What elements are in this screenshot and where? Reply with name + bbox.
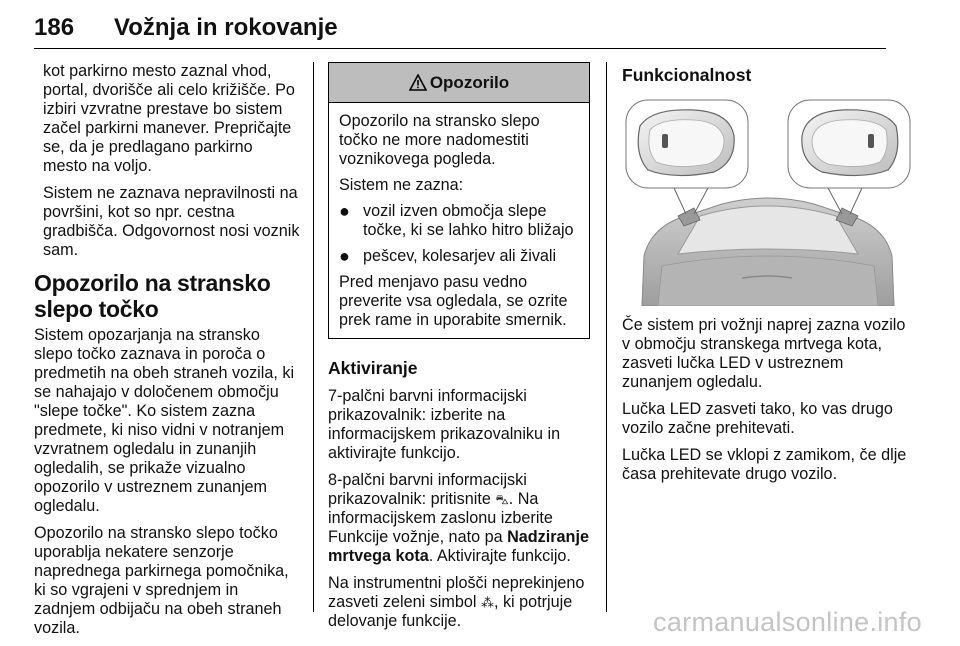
column-2	[328, 62, 590, 639]
section-heading: Aktiviranje	[328, 358, 418, 378]
paragraph: 8-palčni barvni informacijski prikazovalnik: pritisnite ⛍. Na informacijskem zaslonu izberite Funkcije vožnje, nato pa Nadziranje mrtvega kota. Aktivirajte funkcijo.	[328, 471, 589, 565]
list-item: ● vozil izven območja slepe točke, ki se lahko hitro bližajo	[339, 201, 574, 239]
car-settings-icon: ⛍	[495, 492, 509, 507]
paragraph: Sistem ne zazna:	[339, 176, 464, 194]
watermark: carmanualsonline.info	[653, 607, 922, 637]
page-number: 186	[34, 14, 75, 41]
section-heading: Funkcionalnost	[622, 65, 752, 85]
paragraph: Če sistem pri vožnji naprej zazna vozilo v območju stranskega mrtvega kota, zasveti lučka LED v ustreznem zunanjem ogledalu.	[622, 316, 906, 391]
column-1	[34, 62, 300, 646]
bullet-icon: ●	[339, 201, 350, 221]
column-divider-left	[313, 62, 314, 612]
paragraph: Lučka LED zasveti tako, ko vas drugo vozilo začne prehitevati.	[622, 400, 893, 437]
header-rule	[34, 48, 886, 49]
paragraph: Sistem ne zaznava nepravilnosti na površini, kot so npr. cestna gradbišča. Odgovornost nosi voznik sam.	[43, 184, 300, 259]
column-divider-right	[606, 62, 607, 612]
warning-body	[329, 103, 589, 338]
warning-title: Opozorilo	[429, 73, 510, 92]
paragraph: Lučka LED se vklopi z zamikom, če dlje časa prehitevate drugo vozilo.	[622, 446, 907, 483]
warning-triangle-icon	[409, 74, 427, 91]
warning-header	[329, 63, 589, 103]
paragraph: Opozorilo na stransko slepo točko uporablja nekatere senzorje naprednega parkirnega pomočnika, ki so vgrajeni v sprednjem in zadnjem odbijaču na obeh straneh vozila.	[34, 524, 289, 637]
car-mirrors-image	[622, 96, 914, 306]
mirror-illustration	[622, 96, 914, 306]
bullet-icon: ●	[339, 246, 350, 266]
section-heading: Opozorilo na stransko slepo točko	[34, 270, 271, 322]
paragraph: 7-palčni barvni informacijski prikazovalnik: izberite na informacijskem prikazovalniku in aktivirajte funkcijo.	[328, 387, 561, 462]
list-item: ● pešcev, kolesarjev ali živali	[339, 246, 557, 266]
menu-item-name: Nadziranje mrtvega kota	[328, 528, 589, 565]
warning-box	[328, 62, 590, 339]
column-3	[622, 62, 914, 492]
blind-spot-symbol-icon: ⁂	[480, 595, 494, 610]
paragraph: kot parkirno mesto zaznal vhod, portal, dvorišče ali celo križišče. Po izbiri vzvratne prestave bo sistem začel parkirni manever. Prepričajte se, da je predlagano parkirno mesto na voljo.	[43, 62, 295, 175]
paragraph: Sistem opozarjanja na stransko slepo točko zaznava in poroča o predmetih na obeh straneh vozila, ki se nahajajo v določenem območju "slepe točke". Ko sistem zazna predmete, ki niso vidni v notranjem vzvratnem ogledalu in zunanjih ogledalih, se prikaže vizualno opozorilo v ustreznem zunanjem ogledalu.	[34, 326, 295, 515]
paragraph: Na instrumentni plošči neprekinjeno zasveti zeleni simbol ⁂, ki potrjuje delovanje funkcije.	[328, 574, 585, 630]
chapter-title: Vožnja in rokovanje	[114, 14, 338, 41]
paragraph: Pred menjavo pasu vedno preverite vsa ogledala, se ozrite prek rame in uporabite smernik.	[339, 273, 568, 329]
paragraph: Opozorilo na stransko slepo točko ne more nadomestiti voznikovega pogleda.	[339, 112, 540, 168]
page-header	[34, 14, 886, 50]
